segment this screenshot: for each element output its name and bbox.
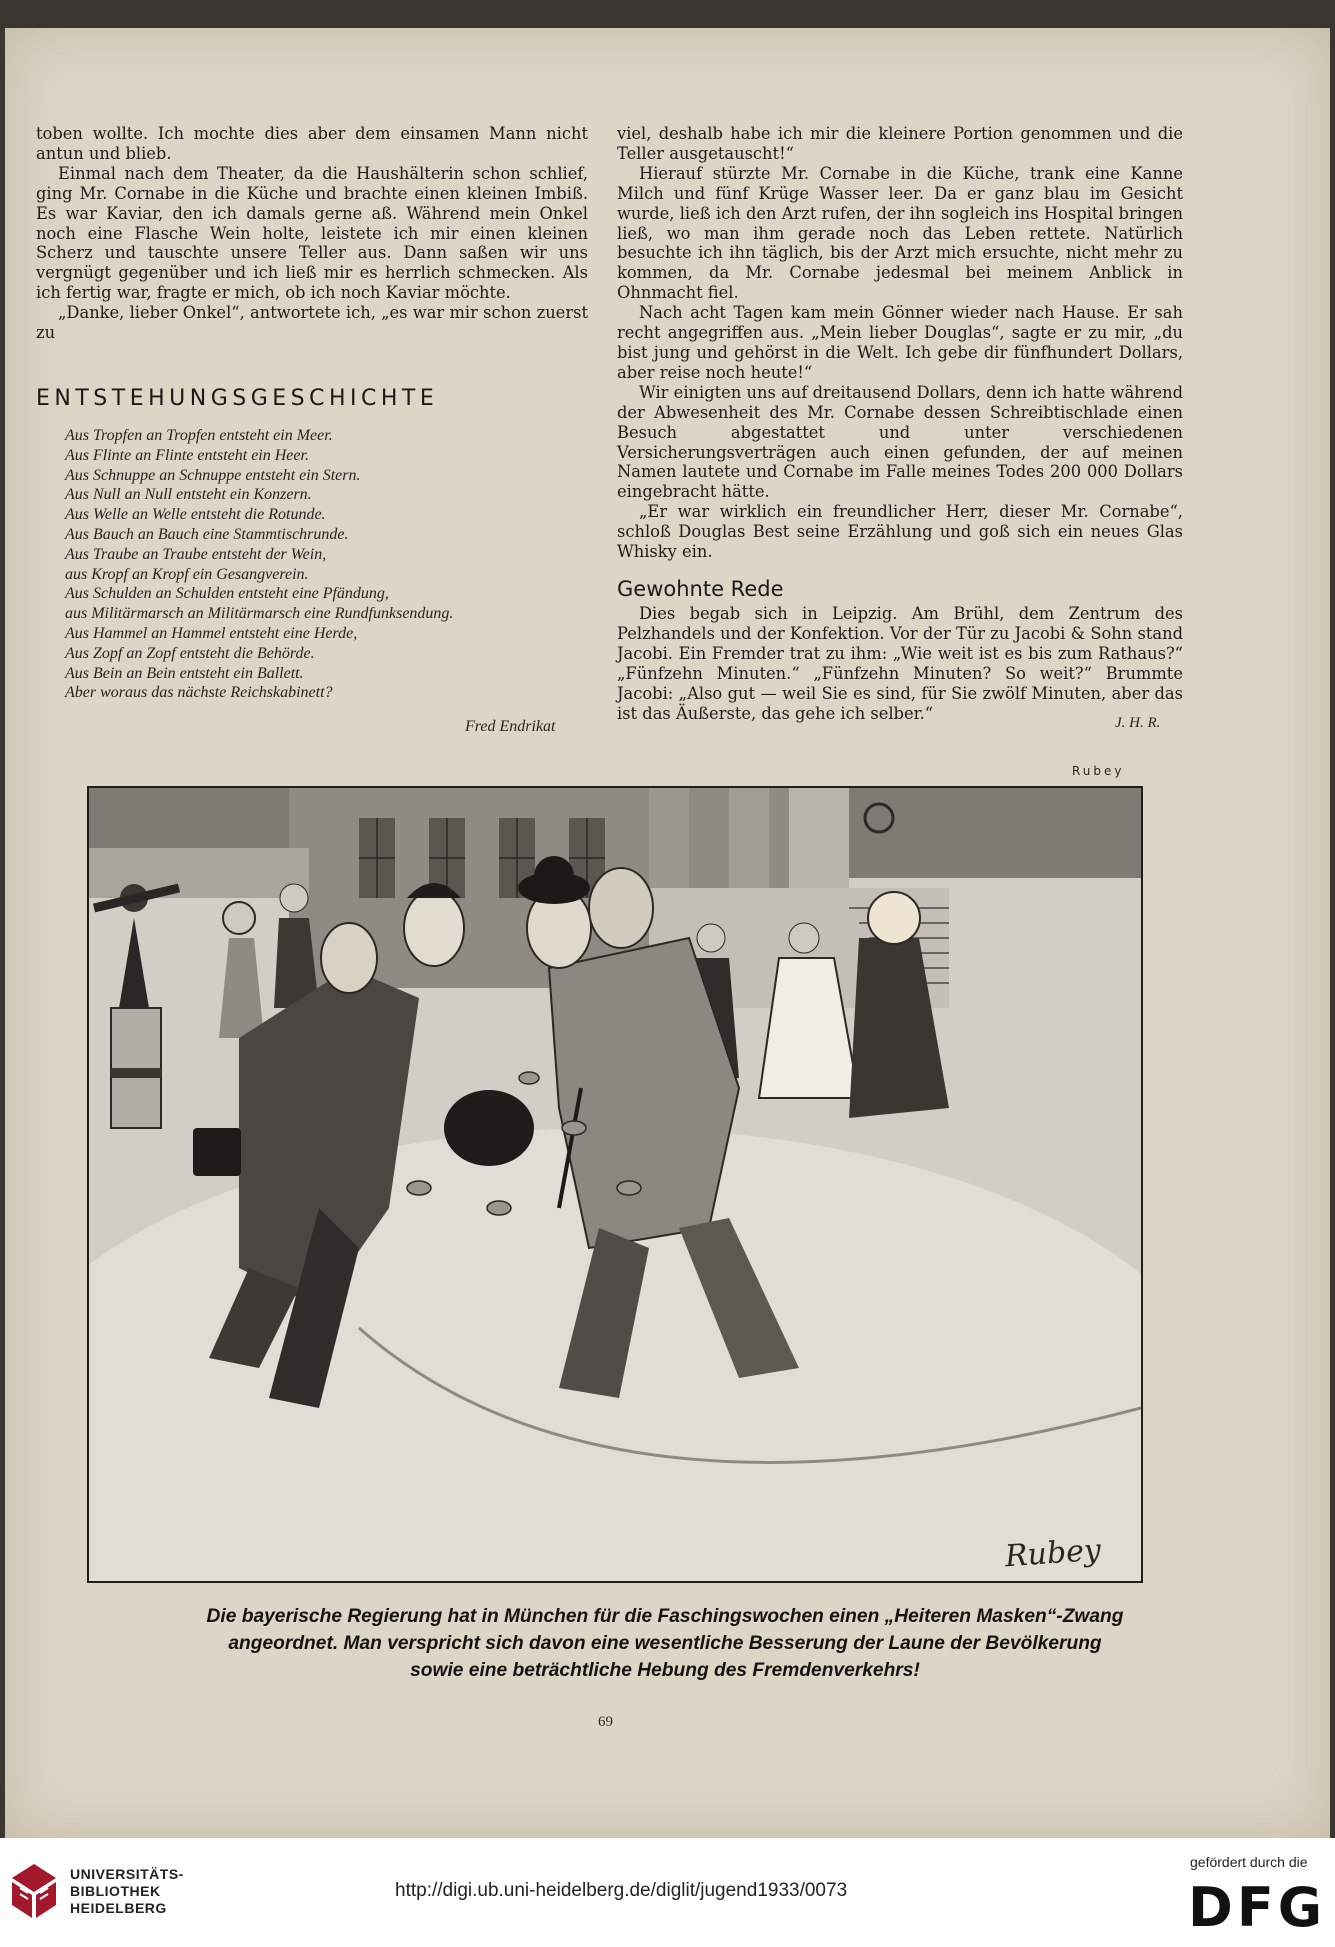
cartoon-caption: [75, 1603, 1255, 1684]
library-name-line: BIBLIOTHEK: [70, 1883, 161, 1899]
poem-title: ENTSTEHUNGSGESCHICHTE: [36, 386, 439, 411]
paragraph: Nach acht Tagen kam mein Gönner wieder nach Hause. Er sah recht angegriffen aus. „Mein lieber Douglas“, sagte er zu mir, „du bist jung und gehörst in die Welt. Ich gebe dir fünfhundert Dollars, aber reise noch heute!“: [617, 303, 1183, 382]
paragraph: „Danke, lieber Onkel“, antwortete ich, „es war mir schon zuerst zu: [36, 303, 588, 343]
library-name: [70, 1866, 184, 1917]
poem-line: aus Kropf an Kropf ein Gesangverein.: [65, 565, 309, 583]
poem-line: aus Militärmarsch an Militärmarsch eine Rundfunksendung.: [65, 605, 454, 623]
anecdote-initials: J. H. R.: [1115, 715, 1161, 731]
dfg-logo: [1188, 1876, 1328, 1939]
poem-line: Aus Flinte an Flinte entsteht ein Heer.: [65, 446, 309, 464]
anecdote-title: Gewohnte Rede: [617, 577, 784, 601]
caption-line: Die bayerische Regierung hat in München für die Faschingswochen einen „Heiteren Masken“-Zwang: [206, 1606, 1124, 1627]
magazine-page: [5, 28, 1330, 1838]
carnival-mask-cartoon: [87, 786, 1143, 1583]
permalink-url[interactable]: http://digi.ub.uni-heidelberg.de/diglit/jugend1933/0073: [395, 1880, 848, 1901]
poem-author: Fred Endrikat: [465, 718, 556, 735]
artist-credit: Rubey: [1072, 764, 1125, 778]
poem-line: Aus Tropfen an Tropfen entsteht ein Meer.: [65, 427, 333, 444]
page-number: 69: [598, 1714, 613, 1730]
caption-line: angeordnet. Man verspricht sich davon eine wesentliche Besserung der Laune der Bevölkerung: [228, 1633, 1102, 1654]
library-name-line: HEIDELBERG: [70, 1900, 167, 1916]
poem-line: Aus Traube an Traube entsteht der Wein,: [65, 545, 327, 563]
poem-line: Aus Hammel an Hammel entsteht eine Herde,: [65, 624, 358, 642]
poem-line: Aus Zopf an Zopf entsteht die Behörde.: [65, 644, 315, 662]
poem-body: [65, 426, 595, 703]
caption-line: sowie eine beträchtliche Hebung des Fremdenverkehrs!: [410, 1660, 920, 1681]
poem-line: Aus Schnuppe an Schnuppe entsteht ein Stern.: [65, 466, 361, 484]
university-library-logo-icon: [8, 1860, 60, 1920]
story-continuation-right: [617, 124, 1183, 562]
poem-line: Aus Bauch an Bauch eine Stammtischrunde.: [65, 525, 349, 543]
poem-line: Aus Null an Null entsteht ein Konzern.: [65, 486, 312, 504]
paragraph: toben wollte. Ich mochte dies aber dem einsamen Mann nicht antun und blieb.: [36, 124, 588, 163]
paragraph: „Er war wirklich ein freundlicher Herr, dieser Mr. Cornabe“, schloß Douglas Best seine Erzählung und goß sich ein neues Glas Whisky ein.: [617, 502, 1183, 562]
paragraph: Wir einigten uns auf dreitausend Dollars, denn ich hatte während der Abwesenheit des Mr. Cornabe dessen Schreibtischlade einen Besuch abgestattet und unter verschiedenen Versicherungsverträgen auch einen gefunden, der auf meinen Namen lautete und Cornabe im Falle meines Todes 200 000 Dollars eingebracht hätte.: [617, 382, 1183, 502]
poem-line: Aus Schulden an Schulden entsteht eine Pfändung,: [65, 585, 389, 603]
artist-signature: Rubey: [1004, 1532, 1103, 1575]
poem-line: Aus Bein an Bein entsteht ein Ballett.: [65, 664, 304, 682]
anecdote-body: [617, 604, 1183, 723]
dfg-logo-text: DFG: [1188, 1876, 1327, 1939]
paragraph: viel, deshalb habe ich mir die kleinere Portion genommen und die Teller ausgetauscht!“: [617, 124, 1183, 163]
funded-by-label: gefördert durch die: [1190, 1854, 1308, 1870]
paragraph: Einmal nach dem Theater, da die Haushälterin schon schlief, ging Mr. Cornabe in die Küche und brachte einen kleinen Imbiß. Es war Kaviar, den ich damals gerne aß. Während mein Onkel noch eine Flasche Wein holte, leistete ich mir einen kleinen Scherz und tauschte unsere Teller aus. Dann saßen wir uns vergnügt gegenüber und ich ließ mir es herrlich schmecken. Als ich fertig war, fragte er mich, ob ich noch Kaviar möchte.: [36, 163, 588, 303]
poem-line: Aber woraus das nächste Reichskabinett?: [65, 684, 333, 702]
poem-line: Aus Welle an Welle entsteht die Rotunde.: [65, 506, 326, 524]
digitization-footer: [0, 1838, 1335, 1947]
cartoon-drawing: [89, 788, 1141, 1581]
paragraph: Hierauf stürzte Mr. Cornabe in die Küche, trank eine Kanne Milch und fünf Krüge Wasser leer. Da er ganz blau im Gesicht wurde, ließ ich den Arzt rufen, der ihn sogleich ins Hospital bringen ließ, wo man ihm gerade noch das Leben rettete. Natürlich besuchte ich ihn täglich, bis der Arzt mich ersuchte, nicht mehr zu kommen, da Mr. Cornabe jedesmal bei meinem Anblick in Ohnmacht fiel.: [617, 163, 1183, 303]
story-continuation-left: [36, 124, 588, 343]
library-name-line: UNIVERSITÄTS-: [70, 1866, 184, 1882]
paragraph: Dies begab sich in Leipzig. Am Brühl, dem Zentrum des Pelzhandels und der Konfektion. Vor der Tür zu Jacobi & Sohn stand Jacobi. Ein Fremder trat zu ihm: „Wie weit ist es bis zum Rathaus?“ „Fünfzehn Minuten.“ „Fünfzehn Minuten? So weit?“ Brummte Jacobi: „Also gut — weil Sie es sind, für Sie zwölf Minuten, aber das ist das Äußerste, das gehe ich selber.“: [617, 604, 1183, 723]
